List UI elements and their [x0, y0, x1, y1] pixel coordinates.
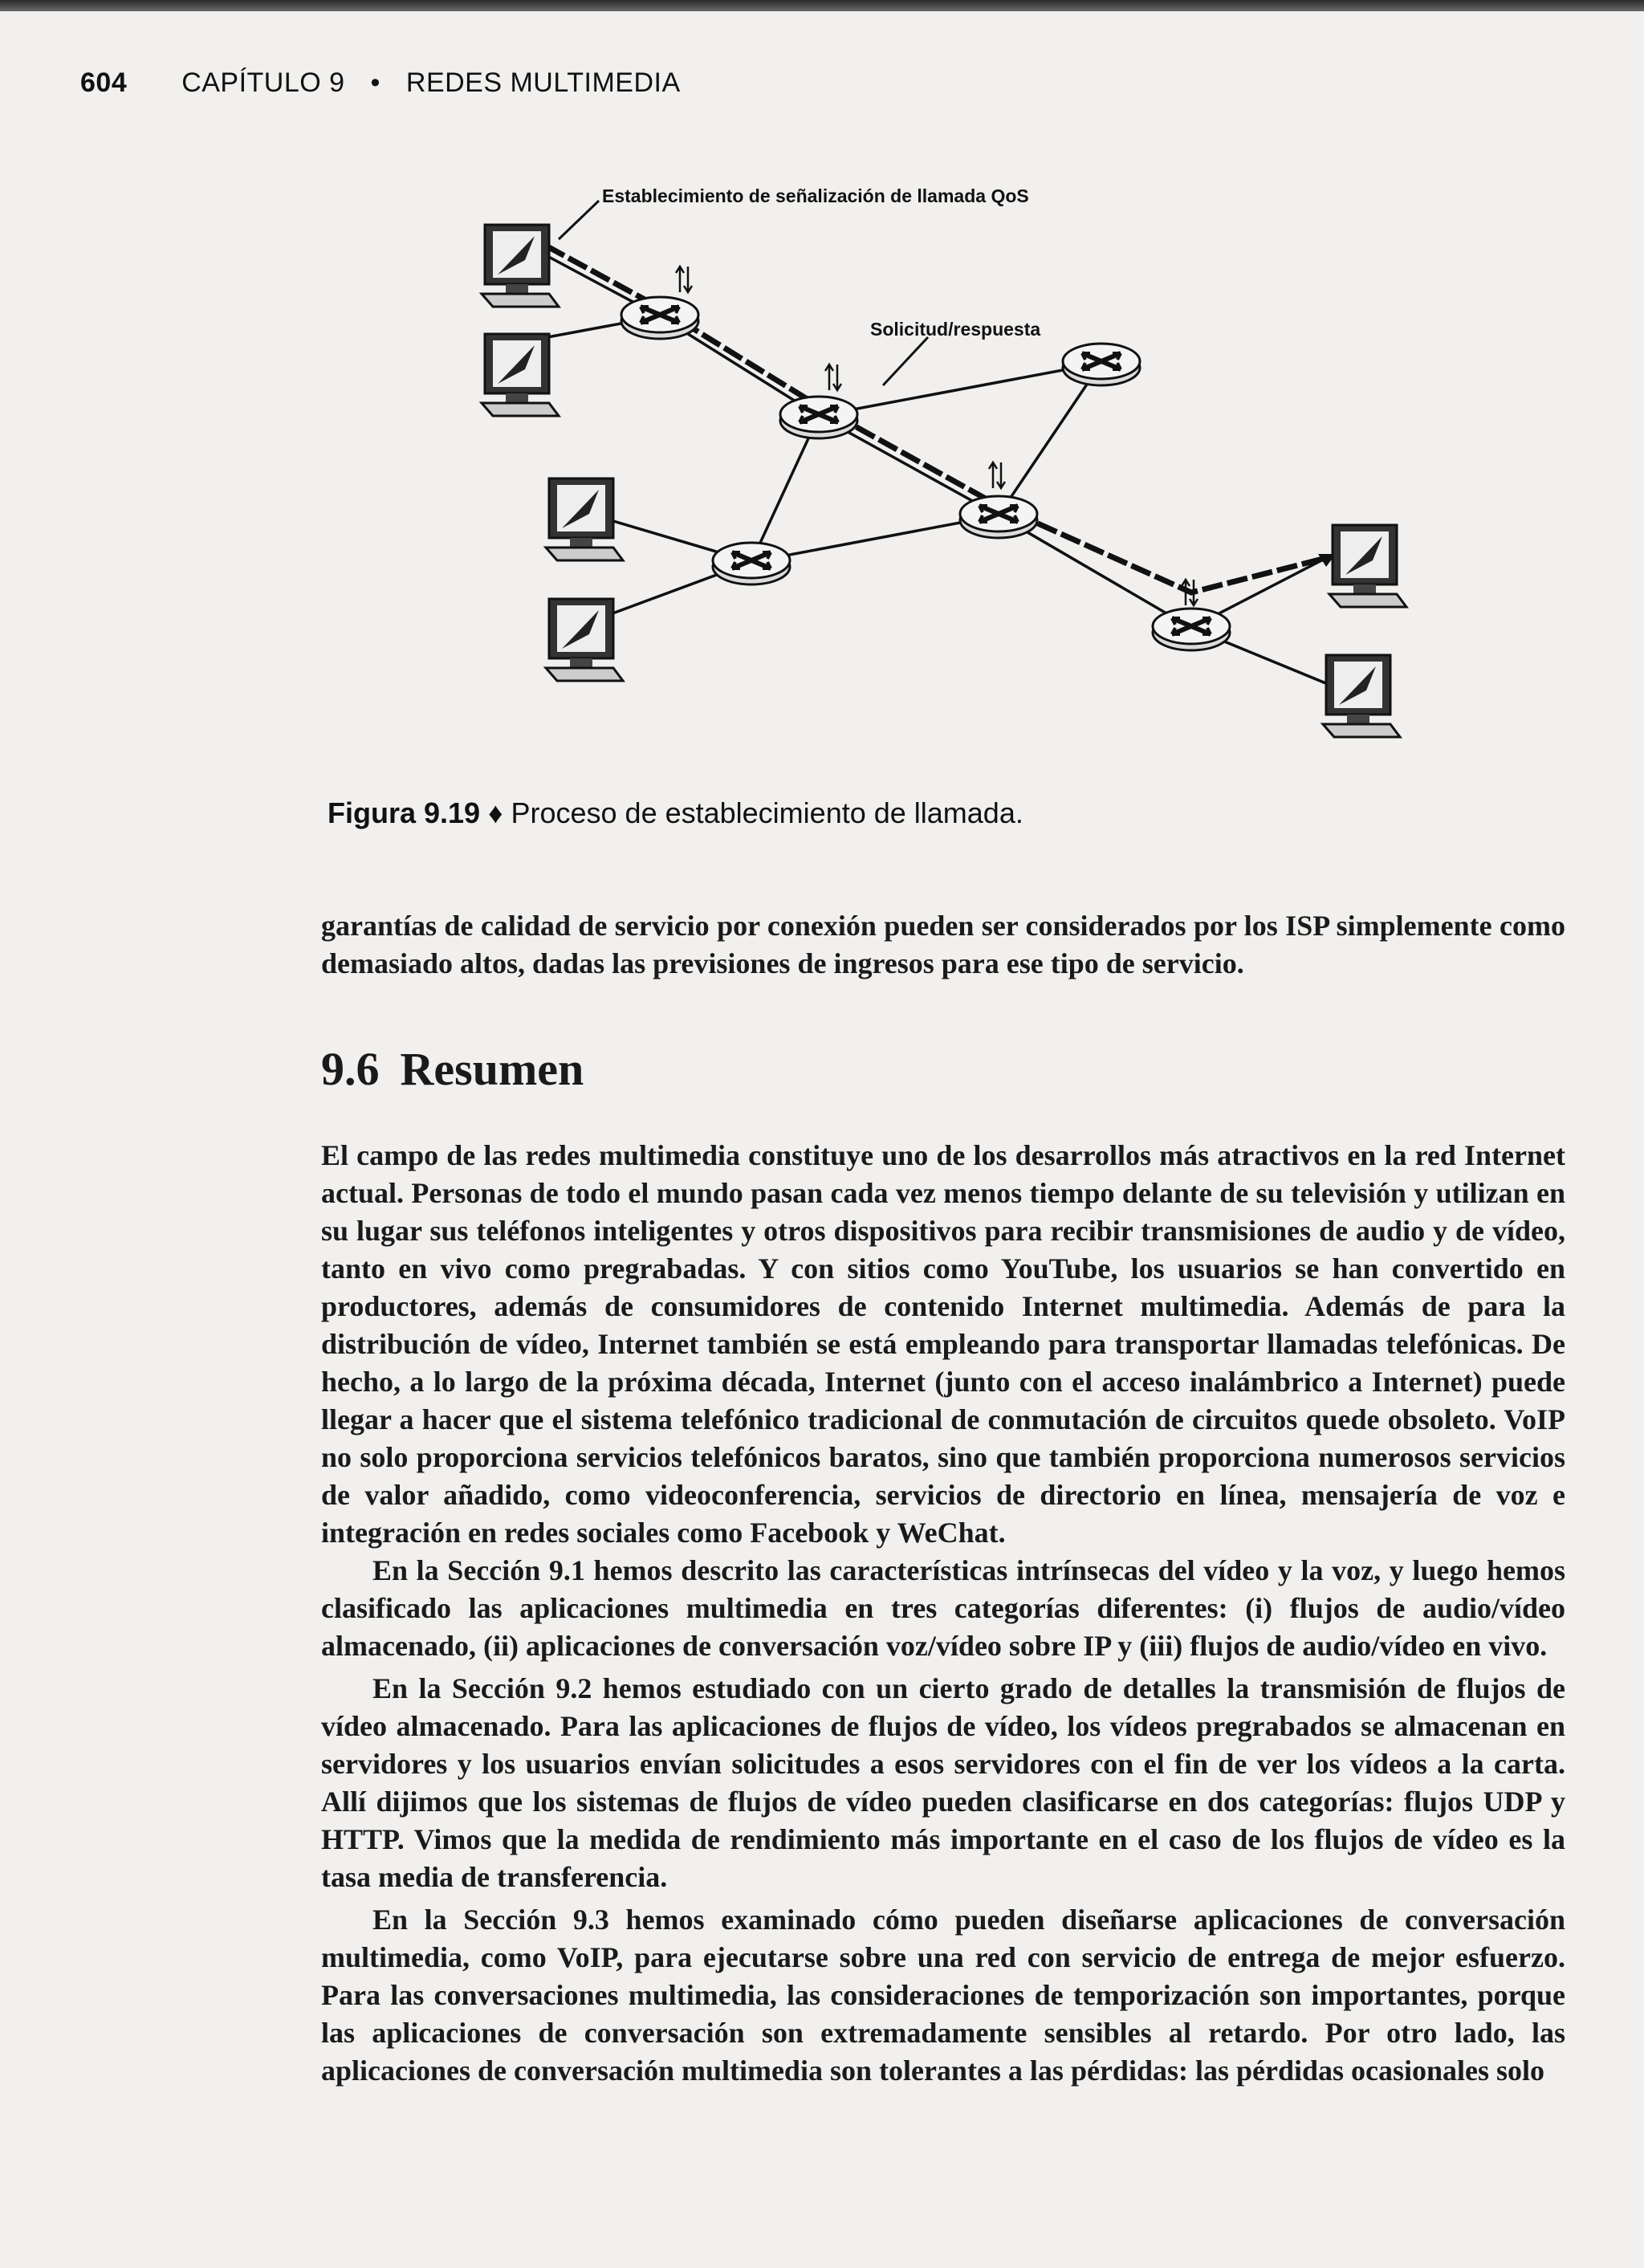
section-number: 9.6: [321, 1043, 380, 1095]
intro-paragraph-block: [321, 907, 1565, 983]
header-separator: •: [370, 67, 380, 98]
chapter-title: REDES MULTIMEDIA: [405, 67, 681, 98]
figure-number: Figura 9.19: [328, 796, 481, 829]
caption-separator: ♦: [488, 796, 503, 829]
call-setup-figure: [450, 177, 1437, 771]
chapter-label: CAPÍTULO 9: [181, 67, 345, 98]
body-paragraph-2: En la Sección 9.1 hemos descrito las características intrínsecas del vídeo y la voz, y luego hemos clasificado las aplicaciones multimedia en tres categorías diferentes: (i) flujos de audio/vídeo almacenado, (ii) aplicaciones de conversación voz/vídeo sobre IP y (iii) flujos de audio/vídeo en vivo.: [321, 1554, 1565, 1662]
figure-caption: [328, 796, 1023, 830]
request-response-label: Solicitud/respuesta: [870, 319, 1041, 340]
page-top-edge: [0, 0, 1644, 11]
intro-paragraph: garantías de calidad de servicio por conexión pueden ser considerados por los ISP simplemente como demasiado altos, dadas las previsiones de ingresos para ese tipo de servicio.: [321, 910, 1565, 979]
qos-signaling-label: Establecimiento de señalización de llamada QoS: [602, 185, 1029, 206]
summary-body: [321, 1137, 1565, 2090]
section-heading: [321, 1042, 584, 1096]
body-paragraph-4: En la Sección 9.3 hemos examinado cómo pueden diseñarse aplicaciones de conversación multimedia, como VoIP, para ejecutarse sobre una red con servicio de entrega de mejor esfuerzo. Para las conversaciones multimedia, las consideraciones de temporización son importantes, porque las aplicaciones de conversación son extremadamente sensibles al retardo. Por otro lado, las aplicaciones de conversación multimedia son tolerantes a las pérdidas: las pérdidas ocasionales solo: [321, 1904, 1565, 2087]
running-header: [80, 67, 681, 99]
page-number: 604: [80, 67, 128, 98]
caption-text: Proceso de establecimiento de llamada.: [511, 796, 1023, 829]
section-title: Resumen: [400, 1043, 584, 1095]
body-paragraph-1: El campo de las redes multimedia constituye uno de los desarrollos más atractivos en la red Internet actual. Personas de todo el mundo pasan cada vez menos tiempo delante de su televisión y utilizan en su lugar sus teléfonos inteligentes y otros dispositivos para recibir transmisiones de audio y de vídeo, tanto en vivo como pregrabadas. Y con sitios como YouTube, los usuarios se han convertido en productores, además de consumidores de contenido Internet multimedia. Además de para la distribución de vídeo, Internet también se está empleando para transportar llamadas telefónicas. De hecho, a lo largo de la próxima década, Internet (junto con el acceso inalámbrico a Internet) puede llegar a hacer que el sistema telefónico tradicional de conmutación de circuitos quede obsoleto. VoIP no solo proporciona servicios telefónicos baratos, sino que también proporciona numerosos servicios de valor añadido, como videoconferencia, servicios de directorio en línea, mensajería de voz e integración en redes sociales como Facebook y WeChat.: [321, 1139, 1565, 1549]
body-paragraph-3: En la Sección 9.2 hemos estudiado con un cierto grado de detalles la transmisión de flujos de vídeo almacenado. Para las aplicaciones de flujos de vídeo, los vídeos pregrabados se almacenan en servidores y los usuarios envían solicitudes a esos servidores con el fin de ver los vídeos a la carta. Allí dijimos que los sistemas de flujos de vídeo pueden clasificarse en dos categorías: flujos UDP y HTTP. Vimos que la medida de rendimiento más importante en el caso de los flujos de vídeo es la tasa media de transferencia.: [321, 1672, 1565, 1893]
